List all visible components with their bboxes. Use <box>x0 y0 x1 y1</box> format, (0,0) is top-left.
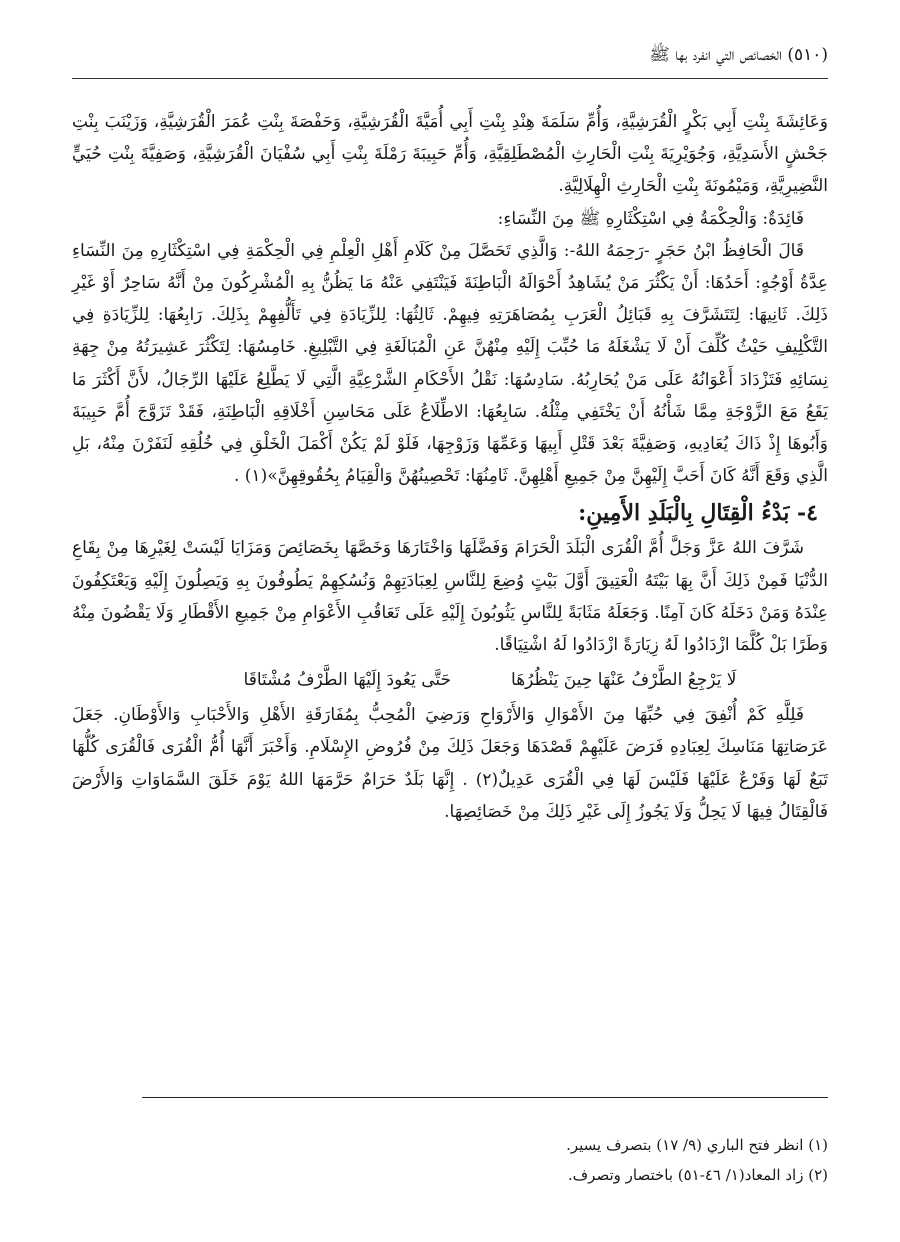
section-heading: ٤- بَدْءُ الْقِتَالِ بِالْبَلَدِ الأَمِينِ: <box>578 500 818 527</box>
paragraph-ibn-hajar-quote: قَالَ الْحَافِظُ ابْنُ حَجَرٍ -رَحِمَهُ اللهُ-: وَالَّذِي تَحَصَّلَ مِنْ كَلَامِ أَهْلِ الْعِلْمِ فِي الْحِكْمَةِ فِي اسْتِكْثَارِهِ مِنَ النِّسَاءِ عِدَّةُ أَوْجُهٍ: أَحَدُهَا: أَنْ يَكْثُرَ مَنْ يُشَاهِدُ أَحْوَالَهُ الْبَاطِنَةَ فَيَنْتَفِي عَنْهُ مَا يَظُنُّ بِهِ الْمُشْرِكُونَ مِنْ أَنَّهُ سَاحِرٌ أَوْ غَيْرِ ذَلِكَ. ثَانِيهَا: لِتَتَشَرَّفَ بِهِ قَبَائِلُ الْعَرَبِ بِمُصَاهَرَتِهِ فِيهِمْ. ثَالِثُهَا: لِلزِّيَادَةِ فِي تَأَلُّفِهِمْ بِذَلِكَ. رَابِعُهَا: لِلزِّيَادَةِ فِي التَّكْلِيفِ حَيْثُ كُلِّفَ أَنْ لَا يَشْغَلَهُ مَا حُبِّبَ إِلَيْهِ مِنْهُنَّ عَنِ الْمُبَالَغَةِ فِي التَّبْلِيغِ. خَامِسُهَا: لِتَكْثُرَ عَشِيرَتُهُ مِنْ جِهَةِ نِسَائِهِ فَتَزْدَادَ أَعْوَانُهُ عَلَى مَنْ يُحَارِبُهُ. سَادِسُهَا: نَقْلُ الأَحْكَامِ الشَّرْعِيَّةِ الَّتِي لَا يَطَّلِعُ عَلَيْهَا الرِّجَالُ، لأَنَّ أَكْثَرَ مَا يَقَعُ مَعَ الزَّوْجَةِ مِمَّا شَأْنُهُ أَنْ يَخْتَفِي مِثْلُهُ. سَابِعُهَا: الاطِّلَاعُ عَلَى مَحَاسِنِ أَخْلَاقِهِ الْبَاطِنَةِ، فَقَدْ تَزَوَّجَ أُمَّ حَبِيبَةَ وَأَبُوهَا إِذْ ذَاكَ يُعَادِيهِ، وَصَفِيَّةَ بَعْدَ قَتْلِ أَبِيهَا وَعَمِّهَا وَزَوْجِهَا، فَلَوْ لَمْ يَكُنْ أَكْمَلَ الْخَلْقِ فِي خُلُقِهِ لَنَفَرْنَ مِنْهُ، بَلِ الَّذِي وَقَعَ أَنَّهُ كَانَ أَحَبَّ إِلَيْهِنَّ مِنْ جَمِيعِ أَهْلِهِنَّ. ثَامِنُهَا: تَحْصِينُهُنَّ وَالْقِيَامُ بِحُقُوقِهِنَّ»(١) . <box>72 240 828 487</box>
paragraph-benefit-heading: فَائِدَةٌ: وَالْحِكْمَةُ فِي اسْتِكْثَارِهِ ﷺ مِنَ النِّسَاءِ: <box>497 208 804 229</box>
footnote-divider <box>142 1097 828 1098</box>
page-body <box>72 106 828 828</box>
poetry-verse <box>72 661 828 699</box>
verse-second-hemistich: حَتَّى يَعُودَ إِلَيْهَا الطَّرْفُ مُشْتَاقَا <box>243 670 452 691</box>
footnote-2: (٢) زاد المعاد(١/ ٤٦-٥١) باختصار وتصرف. <box>567 1166 828 1184</box>
paragraph-mecca-love: فَلِلَّهِ كَمْ أُنْفِقَ فِي حُبِّهَا مِنَ الأَمْوَالِ وَالأَرْوَاحِ وَرَضِيَ الْمُحِبُّ بِمُفَارَقَةِ الأَهْلِ وَالأَحْبَابِ وَالأَوْطَانِ. جَعَلَ عَرَصَاتِهَا مَنَاسِكَ لِعِبَادِهِ فَرَضَ عَلَيْهِمْ قَصْدَهَا وَجَعَلَ ذَلِكَ مِنْ فُرُوضِ الإِسْلَامِ. وَأَخْبَرَ أَنَّهَا أُمُّ الْقُرَى فَالْقُرَى كُلُّهَا تَبَعٌ لَهَا وَفَرْعٌ عَلَيْهَا فَلَيْسَ لَهَا فِي الْقُرَى عَدِيلٌ(٢) . إِنَّهَا بَلَدٌ حَرَامٌ حَرَّمَهَا اللهُ يَوْمَ خَلَقَ السَّمَاوَاتِ وَالأَرْضَ فَالْقِتَالُ فِيهَا لَا يَحِلُّ وَلَا يَجُوزُ إِلَى غَيْرِ ذَلِكَ مِنْ خَصَائِصِهَا. <box>72 705 828 822</box>
header-divider <box>72 78 828 79</box>
footnotes <box>72 1130 828 1190</box>
book-page <box>72 0 828 1242</box>
footnote-1: (١) انظر فتح الباري (٩/ ١٧) بتصرف يسير. <box>566 1136 828 1154</box>
paragraph-mecca-honor: شَرَّفَ اللهُ عَزَّ وَجَلَّ أُمَّ الْقُرَى الْبَلَدَ الْحَرَامَ وَفَضَّلَهَا وَاخْتَارَهَا وَخَصَّهَا بِخَصَائِصَ وَمَزَايَا لَيْسَتْ لِغَيْرِهَا مِنْ بِقَاعِ الدُّنْيَا فَمِنْ ذَلِكَ أَنَّ بِهَا بَيْتَهُ الْعَتِيقَ أَوَّلَ بَيْتٍ وُضِعَ لِلنَّاسِ لِعِبَادَتِهِمْ وَنُسُكِهِمْ يَطُوفُونَ بِهِ وَيَصِلُونَ إِلَيْهِ وَيَعْتَكِفُونَ عِنْدَهُ وَمَنْ دَخَلَهُ كَانَ آمِنًا. وَجَعَلَهُ مَثَابَةً لِلنَّاسِ يَثُوبُونَ إِلَيْهِ عَلَى تَعَاقُبِ الأَعْوَامِ مِنْ جَمِيعِ الأَقْطَارِ وَلَا يَقْضُونَ مِنْهُ وَطَرًا بَلْ كُلَّمَا ازْدَادُوا لَهُ زِيَارَةً ازْدَادُوا لَهُ اشْتِيَاقًا. <box>72 538 828 656</box>
verse-first-hemistich: لَا يَرْجِعُ الطَّرْفُ عَنْهَا حِينَ يَنْظُرُهَا <box>511 670 737 691</box>
running-header: (٥١٠) الخصائص التي انفرد بها ﷺ <box>649 45 828 65</box>
paragraph-wives: وَعَائِشَةَ بِنْتِ أَبِي بَكْرٍ الْقُرَشِيَّةِ، وَأُمِّ سَلَمَةَ هِنْدِ بِنْتِ أَبِي أُمَيَّةَ الْقُرَشِيَّةِ، وَحَفْصَةَ بِنْتِ عُمَرَ الْقُرَشِيَّةِ، وَزَيْنَبَ بِنْتِ جَحْشٍ الأَسَدِيَّةِ، وَجُوَيْرِيَةَ بِنْتِ الْحَارِثِ الْمُصْطَلِقِيَّةِ، وَأُمِّ حَبِيبَةَ رَمْلَةَ بِنْتِ أَبِي سُفْيَانَ الْقُرَشِيَّةِ، وَصَفِيَّةَ بِنْتِ حُيَيٍّ النَّضِيرِيَّةِ، وَمَيْمُونَةَ بِنْتِ الْحَارِثِ الْهِلَالِيَّةِ. <box>72 112 828 197</box>
